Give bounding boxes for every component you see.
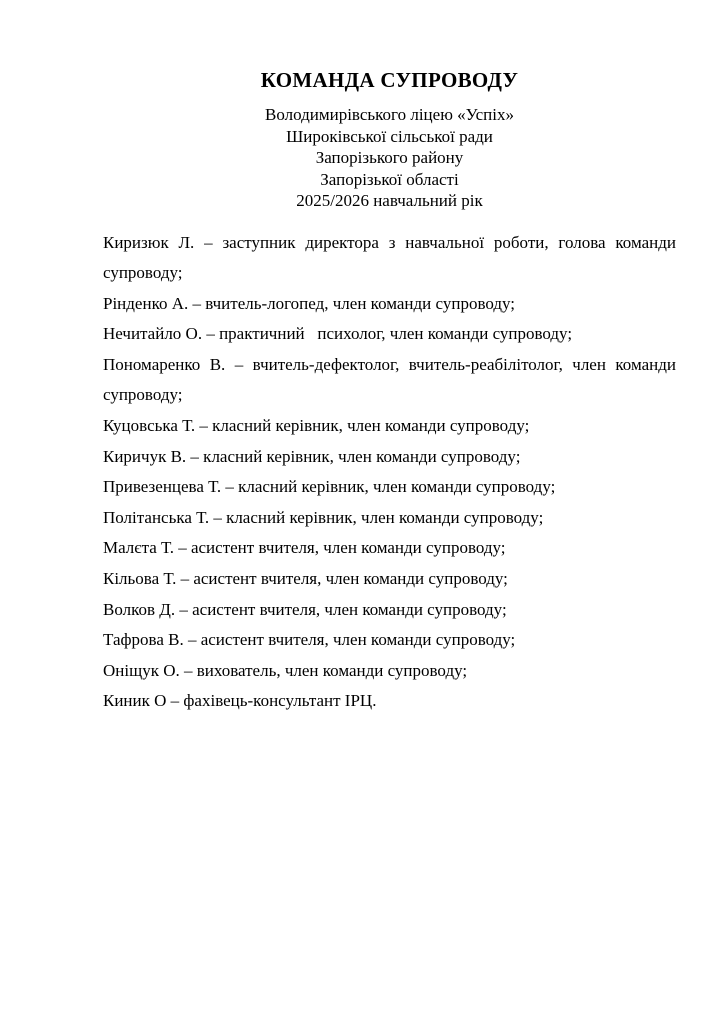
member-entry: Рінденко А. – вчитель-логопед, член команди супроводу; (103, 293, 516, 313)
member-entry: Оніщук О. – вихователь, член команди супроводу; (103, 660, 468, 680)
member-entry: Тафрова В. – асистент вчителя, член команди супроводу; (103, 630, 516, 650)
document-title: КОМАНДА СУПРОВОДУ (260, 68, 519, 92)
member-entry: Привезенцева Т. – класний керівник, член команди супроводу; (103, 477, 556, 497)
subtitle-line-district: Запорізького району (315, 148, 464, 167)
subtitle-line-school-year: 2025/2026 навчальний рік (296, 191, 483, 210)
member-entry: Киник О – фахівець-консультант ІРЦ. (103, 691, 377, 711)
subtitle-line-institution: Володимирівського ліцею «Успіх» (264, 105, 514, 124)
member-list (103, 228, 681, 718)
member-entry: Киризюк Л. – заступник директора з навчальної роботи, голова команди супроводу; (103, 232, 681, 283)
member-entry: Волков Д. – асистент вчителя, член команди супроводу; (103, 599, 507, 619)
document-subtitle-block (103, 104, 676, 212)
member-entry: Кільова Т. – асистент вчителя, член команди супроводу; (103, 569, 508, 589)
subtitle-line-region: Запорізької області (320, 169, 459, 189)
subtitle-line-council: Широківської сільської ради (286, 126, 493, 146)
member-entry: Куцовська Т. – класний керівник, член команди супроводу; (103, 416, 530, 436)
member-entry: Нечитайло О. – практичний психолог, член команди супроводу; (103, 324, 573, 344)
member-entry: Політанська Т. – класний керівник, член команди супроводу; (103, 507, 544, 527)
member-entry: Пономаренко В. – вчитель-дефектолог, вчитель-реабілітолог, член команди супроводу; (103, 354, 681, 405)
member-entry: Малєта Т. – асистент вчителя, член команди супроводу; (103, 538, 506, 558)
member-entry: Киричук В. – класний керівник, член команди супроводу; (103, 446, 521, 466)
